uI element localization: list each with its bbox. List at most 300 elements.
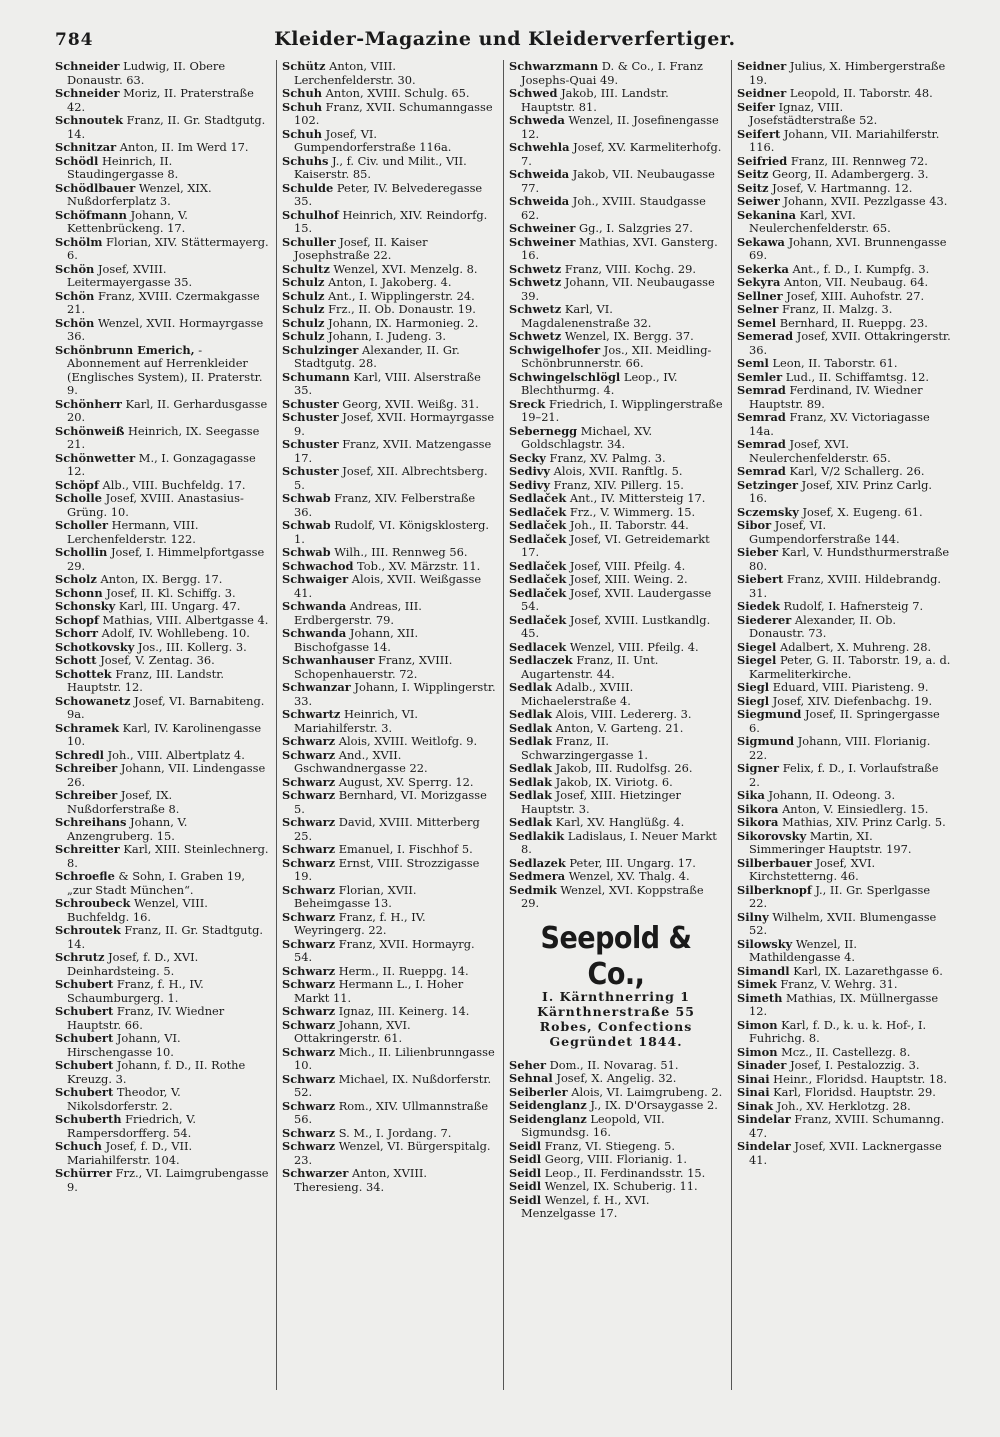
directory-entry [509,168,723,195]
directory-entry [282,519,496,546]
entry-details: Ignaz, VIII. Josefstädterstraße 52. [749,99,878,127]
entry-name: Schopf [55,612,99,627]
entry-details: Mathias, XIV. Prinz Carlg. 5. [782,815,946,829]
entry-details: Lud., II. Schiffamtsg. 12. [785,369,929,384]
directory-entry [509,884,723,911]
entry-details: Leopold, II. Taborstr. 48. [789,86,933,100]
entry-details: Franz, XVII. Schumanngasse 102. [294,99,493,127]
entry-name: Signer [737,761,780,775]
entry-name: Schwarz [282,977,336,991]
directory-entry [55,870,269,897]
entry-name: Schwarz [282,882,336,897]
directory-entry [509,789,723,816]
entry-details: Franz, III. Landstr. Hauptstr. 12. [67,666,225,694]
entry-details: Wenzel, II. Josefinengasse 12. [521,113,719,141]
directory-entry [55,1005,269,1032]
directory-entry [282,978,496,1005]
entry-details: Josef, XVII. Lacknergasse 41. [749,1139,942,1167]
entry-details: Karl, III. Ungarg. 47. [118,599,241,613]
directory-entry [737,60,951,87]
entry-name: Siegmund [737,707,802,721]
directory-entry [282,330,496,344]
directory-entry [282,492,496,519]
entry-name: Schreiber [55,788,118,802]
entry-name: Schwachod [282,558,354,573]
entry-name: Sindelar [737,1139,791,1153]
directory-entry [55,614,269,628]
column-divider [731,60,732,1390]
entry-name: Schonsky [55,599,116,613]
directory-entry [509,479,723,493]
entry-details: Ant., I. Wipplingerstr. 24. [328,288,475,303]
entry-details: Anton, V. Garteng. 21. [555,720,684,735]
entry-details: Wenzel, XVII. Hormayrgasse 36. [67,315,264,343]
column-divider [276,60,277,1390]
entry-name: Seidner [737,60,787,73]
directory-entry [55,722,269,749]
directory-entry [737,465,951,479]
entry-details: Felix, f. D., I. Vorlaufstraße 2. [749,761,939,789]
entry-name: Schwarz [282,963,336,978]
entry-details: Heinrich, II. Staudingergasse 8. [67,153,179,181]
directory-entry [737,573,951,600]
entry-details: Wenzel, XVI. Menzelg. 8. [333,261,478,276]
entry-details: Jakob, III. Landstr. Hauptstr. 81. [521,86,669,114]
directory-entry [282,843,496,857]
entry-name: Schödl [55,153,99,168]
entry-name: Sibor [737,518,772,532]
directory-entry [737,128,951,155]
entry-name: Semrad [737,383,786,397]
directory-entry [55,263,269,290]
directory-entry [737,1059,951,1073]
entry-details: Johann, V. Kettenbrückeng. 17. [67,207,188,235]
entry-details: Joh., II. Taborstr. 44. [569,518,689,532]
entry-details: Wenzel, f. H., XVI. Menzelgasse 17. [521,1192,650,1220]
entry-details: Franz, XVIII. Schopenhauerstr. 72. [294,653,453,681]
entry-name: Schön [55,261,95,276]
entry-name: Schwarz [282,1044,336,1059]
entry-name: Schulz [282,315,325,330]
directory-entry [55,344,269,398]
entry-name: Sekerka [737,261,789,276]
entry-details: Ant., f. D., I. Kumpfg. 3. [792,261,930,276]
entry-details: J., II. Gr. Sperlgasse 22. [749,882,931,910]
entry-details: Josef, VI. Gumpendorferstraße 116a. [294,126,452,154]
entry-name: Seiwer [737,194,780,208]
entry-details: Josef, f. D., VII. Mariahilferstr. 104. [67,1139,193,1167]
entry-name: Schwarz [282,1139,336,1153]
entry-details: Franz, XIV. Pillerg. 15. [553,477,684,492]
entry-name: Silowsky [737,936,793,951]
entry-details: Franz, XV. Victoriagasse 14a. [749,410,930,438]
directory-entry [509,519,723,533]
entry-details: Wenzel, VIII. Buchfeldg. 16. [67,896,208,924]
entry-details: Josef, XVIII. Leitermayergasse 35. [67,261,193,289]
entry-details: Bernhard, II. Rueppg. 23. [779,315,928,330]
entry-name: Seidl [509,1192,542,1207]
entry-details: Johann, I. Judeng. 3. [328,329,447,343]
directory-entry [737,263,951,277]
entry-details: Franz, VIII. Kochg. 29. [564,261,696,276]
entry-details: Jos., XII. Meidling-Schönbrunnerstr. 66. [521,342,712,370]
entry-name: Schwaiger [282,572,349,586]
directory-entry [282,276,496,290]
entry-details: Ernst, VIII. Strozzigasse 19. [294,855,480,883]
directory-entry [737,411,951,438]
entry-name: Schöpf [55,477,99,492]
entry-name: Seidl [509,1152,542,1166]
entry-details: D. & Co., I. Franz Josephs-Quai 49. [521,60,703,87]
entry-details: Anton, VII. Neubaug. 64. [784,275,929,289]
directory-entry [282,182,496,209]
entry-name: Schön [55,315,95,330]
entry-details: Joh., XVIII. Staudgasse 62. [521,194,706,222]
entry-details: Theodor, V. Nikolsdorferstr. 2. [67,1085,181,1113]
entry-details: Georg, VIII. Florianig. 1. [544,1152,688,1166]
entry-details: Anton, XVIII. Theresieng. 34. [294,1166,428,1194]
directory-entry [282,857,496,884]
entry-details: J., f. Civ. und Milit., VII. Kaiserstr. 85. [294,153,467,181]
directory-entry [282,573,496,600]
directory-entry [509,263,723,277]
directory-entry [282,290,496,304]
entry-details: Josef, X. Eugeng. 61. [802,504,923,519]
entry-name: Sedlak [509,774,553,789]
entry-name: Siederer [737,612,792,627]
entry-name: Semrad [737,437,786,451]
directory-entry [55,1113,269,1140]
entry-details: Rudolf, VI. Königsklosterg. 1. [294,518,490,546]
directory-entry [282,1073,496,1100]
entry-name: Schuller [282,234,336,249]
directory-entry [509,614,723,641]
directory-entry [509,398,723,425]
directory-entry [737,506,951,520]
directory-entry [55,789,269,816]
directory-entry [282,128,496,155]
entry-details: Hermann, VIII. Lerchenfelderstr. 122. [67,518,199,546]
entry-name: Sedlak [509,761,553,775]
entry-details: Josef, XVIII. Anastasius-Grüng. 10. [67,491,244,519]
entry-name: Schuster [282,437,339,451]
column-divider [503,60,504,1390]
directory-entry [55,1140,269,1167]
entry-details: Anton, I. Jakoberg. 4. [328,275,452,289]
entry-details: Franz, VI. Stiegeng. 5. [544,1138,675,1153]
entry-name: Schödlbauer [55,180,136,195]
entry-details: Ignaz, III. Keinerg. 14. [338,1004,470,1018]
directory-entry [282,884,496,911]
directory-entry [282,263,496,277]
entry-details: Franz, XVIII. Schumanng. 47. [749,1112,945,1140]
directory-entry [737,290,951,304]
entry-name: Schollin [55,545,108,559]
directory-entry [282,776,496,790]
directory-entry [737,276,951,290]
entry-details: Moriz, II. Praterstraße 42. [67,86,254,114]
entry-name: Schrutz [55,950,105,964]
entry-details: Josef, XVII. Laudergasse 54. [521,585,712,613]
entry-name: Siegel [737,653,777,667]
entry-name: Sika [737,788,765,802]
directory-entry [737,965,951,979]
directory-entry [737,384,951,411]
entry-name: Schwingelschlögl [509,369,621,384]
entry-details: Josef, V. Hartmanng. 12. [772,180,913,195]
entry-details: Franz, II. Malzg. 3. [781,302,893,316]
entry-details: Leopold, VII. Sigmundsg. 16. [521,1111,665,1139]
entry-name: Schubert [55,977,114,991]
directory-entry [737,803,951,817]
entry-name: Sedlak [509,680,553,694]
entry-details: Josef, VI. Barnabiteng. 9a. [67,693,265,721]
entry-details: Wenzel, XIX. Nußdorferplatz 3. [67,180,212,208]
directory-entry [737,1046,951,1060]
entry-details: Josef, II. Springergasse 6. [749,707,940,735]
directory-entry [282,1046,496,1073]
directory-entry [282,735,496,749]
directory-entry [509,195,723,222]
entry-name: Siegel [737,639,777,654]
entry-name: Schwarz [282,747,336,762]
entry-name: Schwab [282,491,331,505]
entry-name: Schubert [55,1058,114,1072]
entry-details: Alois, XVIII. Weitlofg. 9. [338,734,478,748]
directory-entry [55,573,269,587]
entry-name: Sczemsky [737,504,799,519]
directory-entry [509,573,723,587]
entry-name: Schulzinger [282,342,359,357]
directory-entry [737,209,951,236]
entry-details: Karl, V/2 Schallerg. 26. [789,464,925,478]
entry-details: Tob., XV. Märzstr. 11. [357,558,481,573]
directory-entry [55,1059,269,1086]
entry-details: Mcz., II. Castellezg. 8. [781,1044,911,1059]
entry-details: Josef, XIII. Hietzinger Hauptstr. 3. [521,788,681,816]
entry-details: Jakob, IX. Viriotg. 6. [555,774,673,789]
entry-name: Schroefle [55,869,115,883]
entry-name: Sikora [737,801,779,816]
entry-details: Josef, IX. Nußdorferstraße 8. [67,788,180,816]
entry-details: Franz, II. Unt. Augartenstr. 44. [521,653,659,681]
entry-name: Simandl [737,963,790,978]
entry-details: Johann, XVI. Brunnengasse 69. [749,234,947,262]
entry-name: Schwetz [509,275,562,289]
entry-name: Seidl [509,1179,542,1193]
entry-name: Schorr [55,626,99,640]
entry-details: Heinrich, XIV. Reindorfg. 15. [294,207,488,235]
entry-details: Johann, VIII. Florianig. 22. [749,734,931,762]
entry-details: Josef, II. Kaiser Josephstraße 22. [294,234,428,262]
ad-goods: Robes, Confections [539,1018,693,1034]
entry-name: Sedlaček [509,585,567,600]
entry-name: Schölm [55,234,103,249]
entry-name: Seidenglanz [509,1098,587,1112]
entry-details: Peter, IV. Belvederegasse 35. [294,180,483,208]
directory-entry [55,762,269,789]
entry-name: Sedlaček [509,518,567,532]
entry-details: Ferdinand, IV. Wiedner Hauptstr. 89. [749,383,923,411]
entry-details: Rudolf, I. Hafnersteig 7. [783,599,924,613]
entry-name: Schwigelhofer [509,342,601,357]
entry-name: Schott [55,653,97,667]
entry-details: Martin, XI. Simmeringer Hauptstr. 197. [749,828,912,856]
entry-name: Schnoutek [55,113,124,127]
directory-columns [55,60,960,1400]
entry-details: Johann, XVII. Pezzlgasse 43. [783,194,948,208]
entry-name: Schramek [55,720,120,735]
directory-entry [282,303,496,317]
entry-details: Florian, XVII. Beheimgasse 13. [294,882,417,910]
directory-entry [509,641,723,655]
entry-details: Karl, II. Gerhardusgasse 20. [67,396,268,424]
entry-name: Schwarz [282,774,336,789]
directory-entry [282,465,496,492]
entry-details: Alois, XVII. Ranftlg. 5. [553,464,683,478]
entry-name: Silny [737,909,769,924]
entry-name: Schuh [282,86,323,100]
entry-details: Emanuel, I. Fischhof 5. [338,842,473,856]
directory-entry [282,1100,496,1127]
entry-details: Josef, V. Zentag. 36. [100,653,215,667]
entry-details: Karl, f. D., k. u. k. Hof-, I. Fuhrichg. 8. [749,1017,927,1045]
directory-entry [55,1167,269,1194]
entry-name: Sedmera [509,869,566,883]
directory-entry [509,708,723,722]
entry-details: Anton, VIII. Lerchenfelderstr. 30. [294,60,416,87]
entry-name: Silberbauer [737,855,812,870]
entry-name: Seher [509,1057,547,1072]
directory-entry [737,438,951,465]
entry-name: Sedlaček [509,531,567,546]
entry-name: Schwartz [282,707,341,721]
entry-details: Franz, XVIII. Hildebrandg. 31. [749,572,942,600]
entry-name: Schreitter [55,842,120,856]
directory-entry [55,749,269,763]
directory-entry [509,830,723,857]
entry-name: Sedlak [509,788,553,802]
entry-name: Sedlaček [509,504,567,519]
entry-details: Franz, V. Wehrg. 31. [780,977,898,991]
entry-details: Josef, XIII. Weing. 2. [569,572,688,586]
entry-name: Schwarz [282,909,336,924]
directory-entry [282,546,496,560]
entry-details: Johann, VI. Hirschengasse 10. [67,1031,181,1059]
entry-name: Seifert [737,126,781,141]
directory-entry [55,452,269,479]
directory-entry [55,600,269,614]
entry-name: Schwanzar [282,680,351,694]
entry-name: Seitz [737,180,769,195]
directory-entry [509,492,723,506]
entry-name: Seiberler [509,1084,568,1099]
entry-details: Alois, XVII. Weißgasse 41. [294,572,482,600]
entry-details: Alexander, II. Gr. Stadtgutg. 28. [294,342,460,370]
entry-details: Michael, IX. Nußdorferstr. 52. [294,1071,492,1099]
entry-details: Heinrich, VI. Mariahilferstr. 3. [294,707,419,735]
page-title: Kleider-Magazine und Kleiderverfertiger. [274,28,736,50]
directory-entry [282,438,496,465]
entry-details: Peter, III. Ungarg. 17. [569,855,696,870]
entry-details: Josef, XVI. Kirchstetterng. 46. [749,855,876,883]
directory-entry [55,587,269,601]
entry-details: Wilhelm, XVII. Blumengasse 52. [749,909,937,937]
directory-entry [55,425,269,452]
entry-details: Gg., I. Salzgries 27. [578,221,693,235]
directory-entry [55,182,269,209]
entry-details: Wenzel, IX. Schuberig. 11. [544,1179,698,1193]
directory-entry [737,762,951,789]
directory-entry [509,533,723,560]
entry-details: Friedrich, V. Rampersdorfferg. 54. [67,1112,197,1140]
entry-name: Schreihans [55,815,127,829]
directory-entry [282,344,496,371]
directory-entry [282,681,496,708]
entry-name: Schneider [55,60,120,73]
entry-name: Sekyra [737,275,781,289]
entry-name: Schulhof [282,207,339,222]
directory-entry [509,681,723,708]
entry-details: Alb., VIII. Buchfeldg. 17. [102,477,246,492]
entry-name: Schubert [55,1085,114,1099]
column-2 [282,60,496,1400]
directory-entry [282,411,496,438]
entry-details: Frz., V. Wimmerg. 15. [569,504,696,519]
entry-details: Johann, I. Wipplingerstr. 33. [294,680,496,708]
entry-name: Schwanda [282,626,347,640]
entry-name: Schottek [55,666,112,681]
entry-name: Schnitzar [55,140,117,154]
directory-entry [282,965,496,979]
directory-entry [282,317,496,331]
directory-entry [282,789,496,816]
entry-name: Seidl [509,1138,542,1153]
directory-entry [509,560,723,574]
entry-details: Eduard, VIII. Piaristeng. 9. [772,680,929,694]
directory-entry [282,398,496,412]
entry-name: Schwehla [509,140,570,154]
entry-details: Leop., II. Ferdinandsstr. 15. [544,1165,706,1180]
entry-details: Rom., XIV. Ullmannstraße 56. [294,1098,489,1126]
entry-name: Semrad [737,410,786,424]
entry-name: Schweda [509,113,565,127]
entry-details: Karl, V. Hundsthurmerstraße 80. [749,545,950,573]
directory-entry [282,708,496,735]
entry-details: Wenzel, VI. Bürgerspitalg. 23. [294,1139,491,1167]
entry-details: Johann, IX. Harmonieg. 2. [328,315,479,330]
entry-name: Schütz [282,60,326,73]
directory-entry [509,816,723,830]
entry-name: Sedlaczek [509,653,573,667]
directory-entry [55,114,269,141]
entry-name: Schuhs [282,153,329,168]
entry-name: Schwarz [282,936,336,951]
directory-entry [282,911,496,938]
directory-entry [509,465,723,479]
entry-name: Semel [737,315,777,330]
entry-details: Franz, XVII. Matzengasse 17. [294,437,492,465]
entry-details: Josef, XIII. Auhofstr. 27. [786,288,925,303]
entry-details: Mich., II. Lilienbrunngasse 10. [294,1044,495,1072]
directory-entry [737,857,951,884]
entry-details: Karl, XV. Hanglüßg. 4. [555,815,685,829]
entry-name: Sellner [737,288,783,303]
ad-company-name: Seepold & Co., [540,920,692,992]
entry-details: Georg, II. Adambergerg. 3. [772,167,929,181]
entry-details: Josef, XVI. Neulerchenfelderstr. 65. [749,437,891,465]
entry-name: Secky [509,450,546,465]
